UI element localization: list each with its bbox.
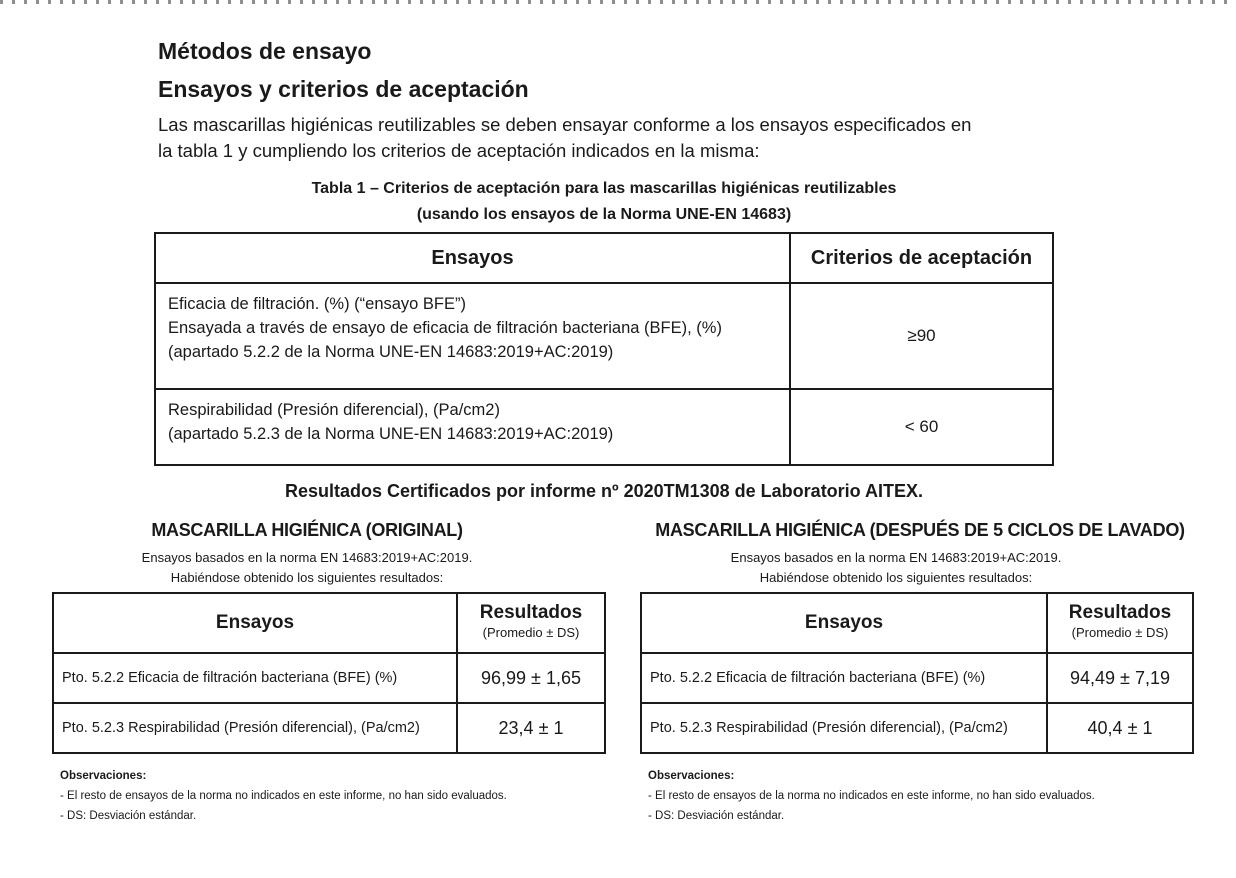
table-row xyxy=(53,703,605,753)
test-label: Pto. 5.2.3 Respirabilidad (Presión diferencial), (Pa/cm2) xyxy=(53,703,457,753)
table-row xyxy=(155,283,1053,389)
table-header-row xyxy=(53,593,605,653)
header-results xyxy=(1047,593,1193,653)
header-tests: Ensayos xyxy=(53,593,457,653)
test-description xyxy=(155,389,790,465)
test-result: 96,99 ± 1,65 xyxy=(457,653,605,703)
top-edge-dotted-line xyxy=(0,0,1236,4)
test-result: 40,4 ± 1 xyxy=(1047,703,1193,753)
intro-line: Las mascarillas higiénicas reutilizables se deben ensayar conforme a los ensayos especificados en xyxy=(158,114,972,135)
table-header-row xyxy=(641,593,1193,653)
table-row xyxy=(641,653,1193,703)
certified-results-line: Resultados Certificados por informe nº 2020TM1308 de Laboratorio AITEX. xyxy=(284,481,924,501)
header-criteria: Criterios de aceptación xyxy=(790,233,1053,283)
subtable-notes-washed xyxy=(640,548,1152,588)
observations-title: Observaciones: xyxy=(648,770,735,782)
description-line: Respirabilidad (Presión diferencial), (Pa/cm2) xyxy=(168,401,500,419)
table1-caption-line2: (usando los ensayos de la Norma UNE-EN 14683) xyxy=(416,206,792,223)
test-result: 94,49 ± 7,19 xyxy=(1047,653,1193,703)
test-label: Pto. 5.2.2 Eficacia de filtración bacteriana (BFE) (%) xyxy=(641,653,1047,703)
header-tests: Ensayos xyxy=(155,233,790,283)
subtable-title-washed: MASCARILLA HIGIÉNICA (DESPUÉS DE 5 CICLOS DE LAVADO) xyxy=(655,520,1185,540)
table-header-row xyxy=(155,233,1053,283)
results-table-original xyxy=(52,592,606,754)
header-results-sub: (Promedio ± DS) xyxy=(482,625,580,640)
acceptance-criteria-table xyxy=(154,232,1054,466)
note-line: Ensayos basados en la norma EN 14683:2019+AC:2019. xyxy=(730,550,1062,565)
subtable-notes-original xyxy=(52,548,562,588)
observation-line: - El resto de ensayos de la norma no indicados en este informe, no han sido evaluados. xyxy=(648,790,1095,802)
subtable-title-original: MASCARILLA HIGIÉNICA (ORIGINAL) xyxy=(151,520,463,540)
observation-line: - DS: Desviación estándar. xyxy=(60,810,197,822)
results-table-washed xyxy=(640,592,1194,754)
note-line: Habiéndose obtenido los siguientes resultados: xyxy=(759,570,1033,585)
observations-original xyxy=(60,766,507,826)
section-heading-methods: Métodos de ensayo xyxy=(158,38,372,64)
acceptance-criterion: < 60 xyxy=(790,389,1053,465)
table-row xyxy=(53,653,605,703)
observations-title: Observaciones: xyxy=(60,770,147,782)
header-results xyxy=(457,593,605,653)
intro-line: la tabla 1 y cumpliendo los criterios de aceptación indicados en la misma: xyxy=(158,140,760,161)
observations-washed xyxy=(648,766,1095,826)
observation-line: - El resto de ensayos de la norma no indicados en este informe, no han sido evaluados. xyxy=(60,790,507,802)
header-results-label: Resultados xyxy=(479,602,583,623)
table-row xyxy=(641,703,1193,753)
header-results-label: Resultados xyxy=(1068,602,1172,623)
header-tests: Ensayos xyxy=(641,593,1047,653)
test-label: Pto. 5.2.2 Eficacia de filtración bacteriana (BFE) (%) xyxy=(53,653,457,703)
acceptance-criterion: ≥90 xyxy=(790,283,1053,389)
header-results-sub: (Promedio ± DS) xyxy=(1071,625,1169,640)
description-line: (apartado 5.2.3 de la Norma UNE-EN 14683:2019+AC:2019) xyxy=(168,425,614,443)
test-label: Pto. 5.2.3 Respirabilidad (Presión diferencial), (Pa/cm2) xyxy=(641,703,1047,753)
table-row xyxy=(155,389,1053,465)
intro-paragraph xyxy=(158,112,1058,164)
description-line: Eficacia de filtración. (%) (“ensayo BFE”) xyxy=(168,295,467,313)
description-line: (apartado 5.2.2 de la Norma UNE-EN 14683:2019+AC:2019) xyxy=(168,343,614,361)
table1-caption-line1: Tabla 1 – Criterios de aceptación para las mascarillas higiénicas reutilizables xyxy=(311,180,897,197)
note-line: Habiéndose obtenido los siguientes resultados: xyxy=(170,570,444,585)
observation-line: - DS: Desviación estándar. xyxy=(648,810,785,822)
note-line: Ensayos basados en la norma EN 14683:2019+AC:2019. xyxy=(141,550,473,565)
test-description xyxy=(155,283,790,389)
test-result: 23,4 ± 1 xyxy=(457,703,605,753)
section-heading-criteria: Ensayos y criterios de aceptación xyxy=(158,76,529,102)
description-line: Ensayada a través de ensayo de eficacia de filtración bacteriana (BFE), (%) xyxy=(168,319,722,337)
